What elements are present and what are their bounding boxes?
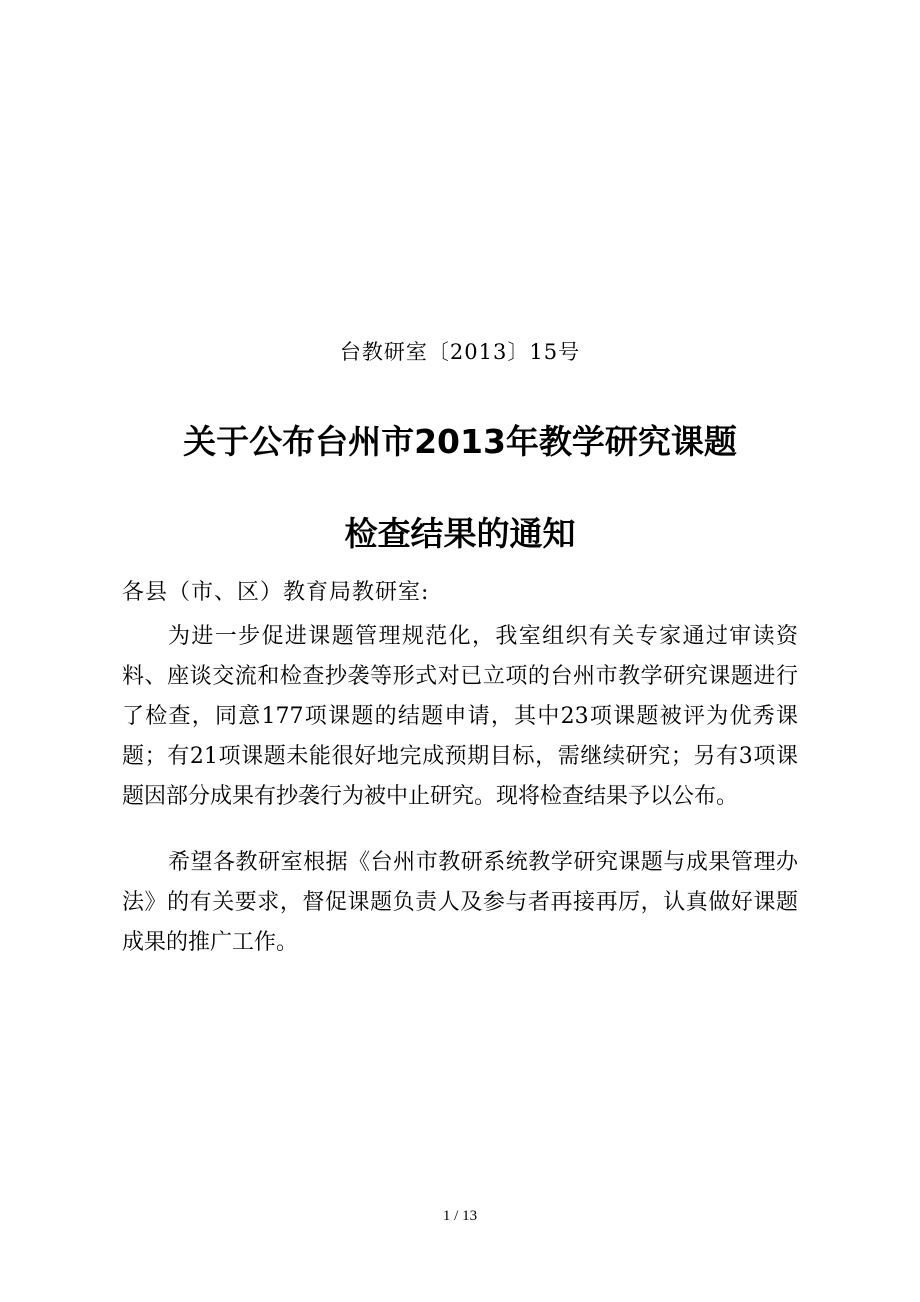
page-indicator: 1 / 13 bbox=[442, 1208, 478, 1224]
document-title-line-1: 关于公布台州市2013年教学研究课题 bbox=[183, 422, 737, 461]
document-number: 台教研室〔2013〕15号 bbox=[339, 340, 581, 364]
body-paragraph-2: 希望各教研室根据《台州市教研系统教学研究课题与成果管理办法》的有关要求，督促课题负责人及参与者再接再厉，认真做好课题成果的推广工作。 bbox=[122, 850, 798, 955]
document-title-line-2: 检查结果的通知 bbox=[344, 514, 576, 553]
salutation: 各县（市、区）教育局教研室: bbox=[122, 580, 430, 605]
body-paragraph-1: 为进一步促进课题管理规范化，我室组织有关专家通过审读资料、座谈交流和检查抄袭等形式对已立项的台州市教学研究课题进行了检查，同意177项课题的结题申请，其中23项课题被评为优秀课题；有21项课题未能很好地完成预期目标，需继续研究；另有3项课题因部分成果有抄袭行为被中止研究。现将检查结果予以公布。 bbox=[122, 624, 798, 809]
